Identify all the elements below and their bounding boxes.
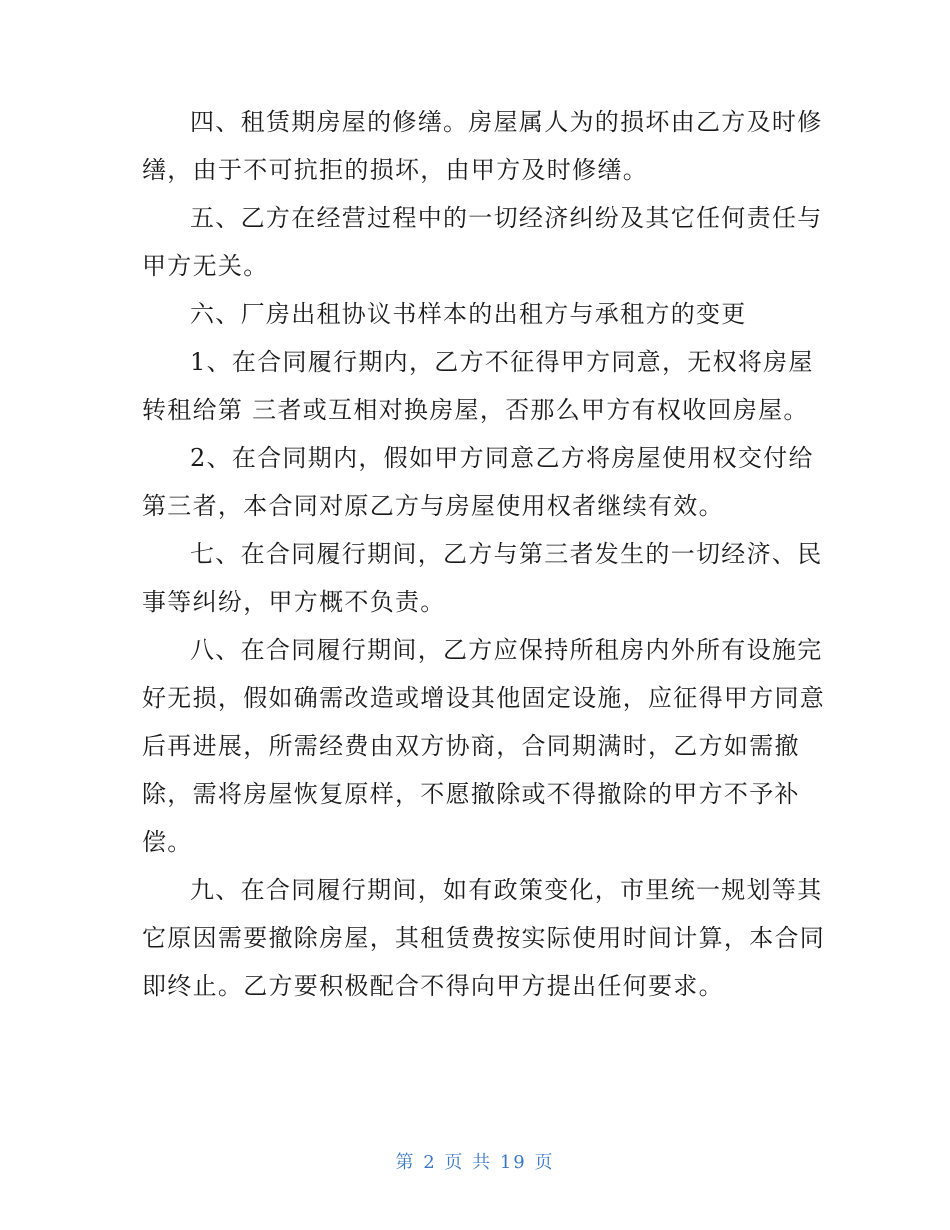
document-body [142,98,826,1010]
paragraph-5 [142,194,823,290]
text-line: 事等纠纷，甲方概不负责。 [142,588,446,616]
paragraph-7 [142,530,823,626]
text-line: 转租给第 三者或互相对换房屋，否那么甲方有权收回房屋。 [142,396,809,424]
paragraph-6-2 [142,434,812,530]
text-line: 七、在合同履行期间，乙方与第三者发生的一切经济、民 [190,540,823,568]
paragraph-8 [142,626,826,866]
text-line: 缮，由于不可抗拒的损坏，由甲方及时修缮。 [142,156,648,184]
paragraph-6 [142,290,812,338]
paragraph-6-1 [142,338,812,434]
text-line: 2、在合同期内，假如甲方同意乙方将房屋使用权交付给 [190,444,814,472]
text-line: 它原因需要撤除房屋，其租赁费按实际使用时间计算，本合同 [142,924,826,952]
text-line: 六、厂房出租协议书样本的出租方与承租方的变更 [190,300,747,328]
paragraph-9 [142,866,826,1010]
paragraph-4 [142,98,823,194]
text-line: 五、乙方在经营过程中的一切经济纠纷及其它任何责任与 [190,204,823,232]
text-line: 除，需将房屋恢复原样，不愿撤除或不得撤除的甲方不予补 [142,780,800,808]
text-line: 第三者，本合同对原乙方与房屋使用权者继续有效。 [142,492,724,520]
text-line: 1、在合同履行期内，乙方不征得甲方同意，无权将房屋 [190,348,814,376]
page-number-footer: 第 2 页 共 19 页 [395,1152,555,1173]
text-line: 九、在合同履行期间，如有政策变化，市里统一规划等其 [190,876,823,904]
text-line: 偿。 [142,828,193,856]
text-line: 好无损，假如确需改造或增设其他固定设施，应征得甲方同意 [142,684,826,712]
text-line: 后再进展，所需经费由双方协商，合同期满时，乙方如需撤 [142,732,800,760]
text-line: 四、租赁期房屋的修缮。房屋属人为的损坏由乙方及时修 [190,108,823,136]
text-line: 甲方无关。 [142,252,269,280]
text-line: 八、在合同履行期间，乙方应保持所租房内外所有设施完 [190,636,823,664]
text-line: 即终止。乙方要积极配合不得向甲方提出任何要求。 [142,972,724,1000]
